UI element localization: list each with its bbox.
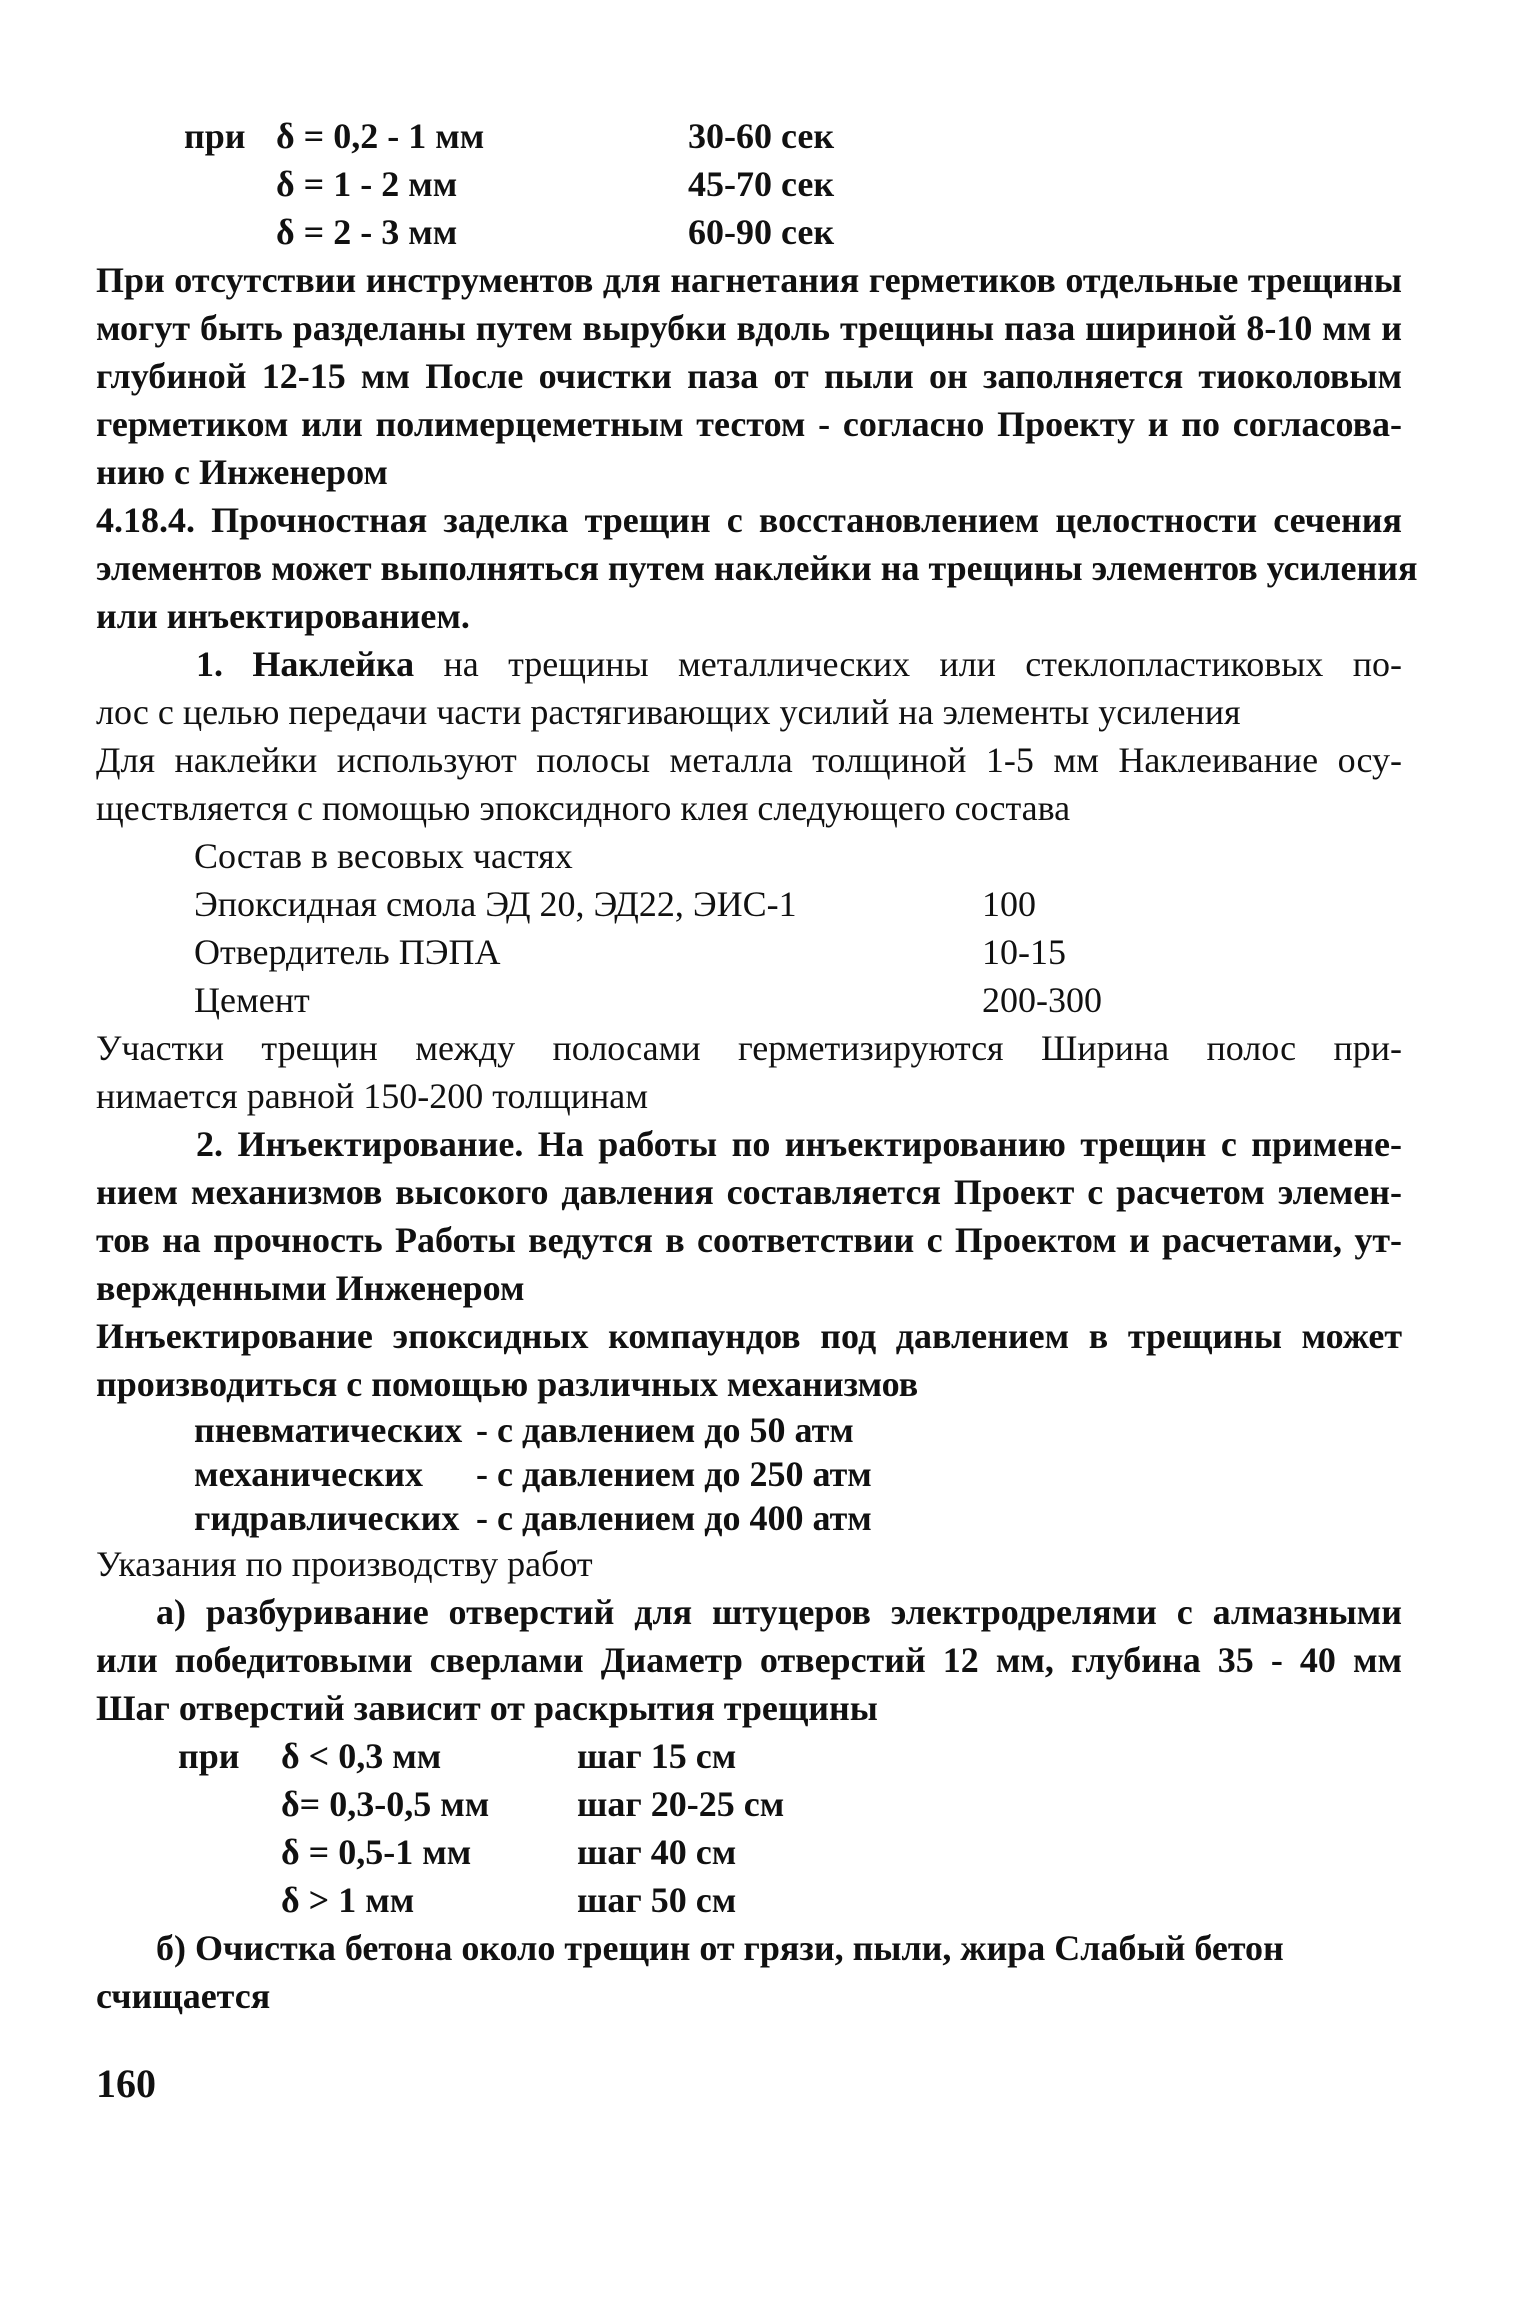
text-line (96, 1120, 1402, 1168)
mechanism-pressure: - с давлением до 50 атм (476, 1410, 854, 1450)
text-line: элементов может выполняться путем наклейки на трещины элементов усиления (96, 548, 1418, 588)
step-table (96, 1732, 1402, 1924)
item-text: на трещины металлических или стеклопластиковых по- (414, 644, 1403, 684)
step-row (96, 1780, 1402, 1828)
section-4-18-4 (96, 496, 1418, 640)
text-line: герметиком или полимерцеметным тестом - согласно Проекту и по согласова- (96, 404, 1402, 444)
timing-value: 45-70 сек (688, 164, 835, 204)
section-text: Прочностная заделка трещин с восстановлением целостности сечения (195, 500, 1402, 540)
text-line: Для наклейки используют полосы металла толщиной 1-5 мм Наклеивание осу- (96, 740, 1402, 780)
step-row (96, 1876, 1402, 1924)
item-drilling (96, 1588, 1402, 1732)
item-label: 1. Наклейка (196, 644, 415, 684)
text-line: При отсутствии инструментов для нагнетания герметиков отдельные трещины (96, 260, 1402, 300)
paragraph-sealant (96, 256, 1402, 496)
step-condition: δ = 0,5-1 мм (281, 1832, 472, 1872)
text-line (96, 1588, 1402, 1636)
timing-condition: δ = 0,2 - 1 мм (276, 116, 485, 156)
composition-row (96, 976, 1402, 1024)
item-gluing (96, 640, 1402, 832)
composition-heading: Состав в весовых частях (194, 836, 573, 876)
instructions-heading: Указания по производству работ (96, 1544, 593, 1584)
timing-row (96, 208, 1402, 256)
step-prefix: при (178, 1736, 240, 1776)
section-number: 4.18.4. (96, 500, 195, 540)
item-cleaning (96, 1924, 1402, 2020)
mechanism-name: пневматических (194, 1410, 463, 1450)
mechanism-pressure: - с давлением до 250 атм (476, 1454, 872, 1494)
step-row (96, 1732, 1402, 1780)
item-label: б) (156, 1928, 186, 1968)
text-line: нию с Инженером (96, 452, 388, 492)
text-line (96, 640, 1402, 688)
mechanism-row (96, 1496, 1402, 1540)
text-line: или победитовыми сверлами Диаметр отверстий 12 мм, глубина 35 - 40 мм (96, 1640, 1402, 1680)
text-line: лос с целью передачи части растягивающих усилий на элементы усиления (96, 692, 1241, 732)
timing-prefix: при (184, 116, 246, 156)
text-line: могут быть разделаны путем вырубки вдоль трещины паза шириной 8-10 мм и (96, 308, 1402, 348)
text-line: нимается равной 150-200 толщинам (96, 1076, 648, 1116)
step-condition: δ= 0,3-0,5 мм (281, 1784, 490, 1824)
text-line: глубиной 12-15 мм После очистки паза от пыли он заполняется тиоколовым (96, 356, 1402, 396)
mechanism-name: гидравлических (194, 1498, 460, 1538)
text-line (96, 1924, 1402, 1972)
mechanisms-list (96, 1408, 1402, 1540)
mechanism-row (96, 1452, 1402, 1496)
text-line: или инъектированием. (96, 596, 470, 636)
item-injection (96, 1120, 1402, 1312)
text-line: ществляется с помощью эпоксидного клея следующего состава (96, 788, 1071, 828)
step-condition: δ < 0,3 мм (281, 1736, 442, 1776)
paragraph-strips (96, 1024, 1402, 1120)
text-line: Инъектирование эпоксидных компаундов под давлением в трещины может (96, 1316, 1402, 1356)
text-line: счищается (96, 1976, 271, 2016)
item-label: 2. Инъектирование. (196, 1124, 524, 1164)
step-value: шаг 15 см (577, 1736, 737, 1776)
page-number: 160 (96, 2061, 156, 2106)
item-label: а) (156, 1592, 186, 1632)
mechanism-name: механических (194, 1454, 423, 1494)
text-line: Шаг отверстий зависит от раскрытия трещины (96, 1688, 878, 1728)
mechanism-pressure: - с давлением до 400 атм (476, 1498, 872, 1538)
timing-value: 60-90 сек (688, 212, 835, 252)
item-text: На работы по инъектированию трещин с примене- (523, 1124, 1402, 1164)
composition-value: 200-300 (982, 980, 1102, 1020)
timing-row (96, 112, 1402, 160)
timing-condition: δ = 2 - 3 мм (276, 212, 458, 252)
composition-value: 100 (982, 884, 1036, 924)
composition-value: 10-15 (982, 932, 1066, 972)
composition-row (96, 928, 1402, 976)
step-value: шаг 50 см (577, 1880, 737, 1920)
timing-table (96, 112, 1402, 256)
step-value: шаг 20-25 см (577, 1784, 785, 1824)
composition-name: Отвердитель ПЭПА (194, 932, 501, 972)
text-line: нием механизмов высокого давления составляется Проект с расчетом элемен- (96, 1172, 1402, 1212)
text-line: вержденными Инженером (96, 1268, 525, 1308)
step-condition: δ > 1 мм (281, 1880, 415, 1920)
text-line: производиться с помощью различных механизмов (96, 1364, 919, 1404)
document-page (96, 112, 1418, 2020)
item-text: разбуривание отверстий для штуцеров электродрелями с алмазными (186, 1592, 1402, 1632)
mechanism-row (96, 1408, 1402, 1452)
step-row (96, 1828, 1402, 1876)
composition-row (96, 880, 1402, 928)
paragraph-injection (96, 1312, 1402, 1408)
timing-row (96, 160, 1402, 208)
composition-heading-row (96, 832, 1402, 880)
step-value: шаг 40 см (577, 1832, 737, 1872)
text-line: тов на прочность Работы ведутся в соответствии с Проектом и расчетами, ут- (96, 1220, 1402, 1260)
timing-value: 30-60 сек (688, 116, 835, 156)
text-line: Участки трещин между полосами герметизируются Ширина полос при- (96, 1028, 1402, 1068)
composition-table (96, 832, 1402, 1024)
text-line (96, 496, 1402, 544)
item-text: Очистка бетона около трещин от грязи, пыли, жира Слабый бетон (186, 1928, 1284, 1968)
composition-name: Эпоксидная смола ЭД 20, ЭД22, ЭИС-1 (194, 884, 797, 924)
timing-condition: δ = 1 - 2 мм (276, 164, 458, 204)
composition-name: Цемент (194, 980, 310, 1020)
